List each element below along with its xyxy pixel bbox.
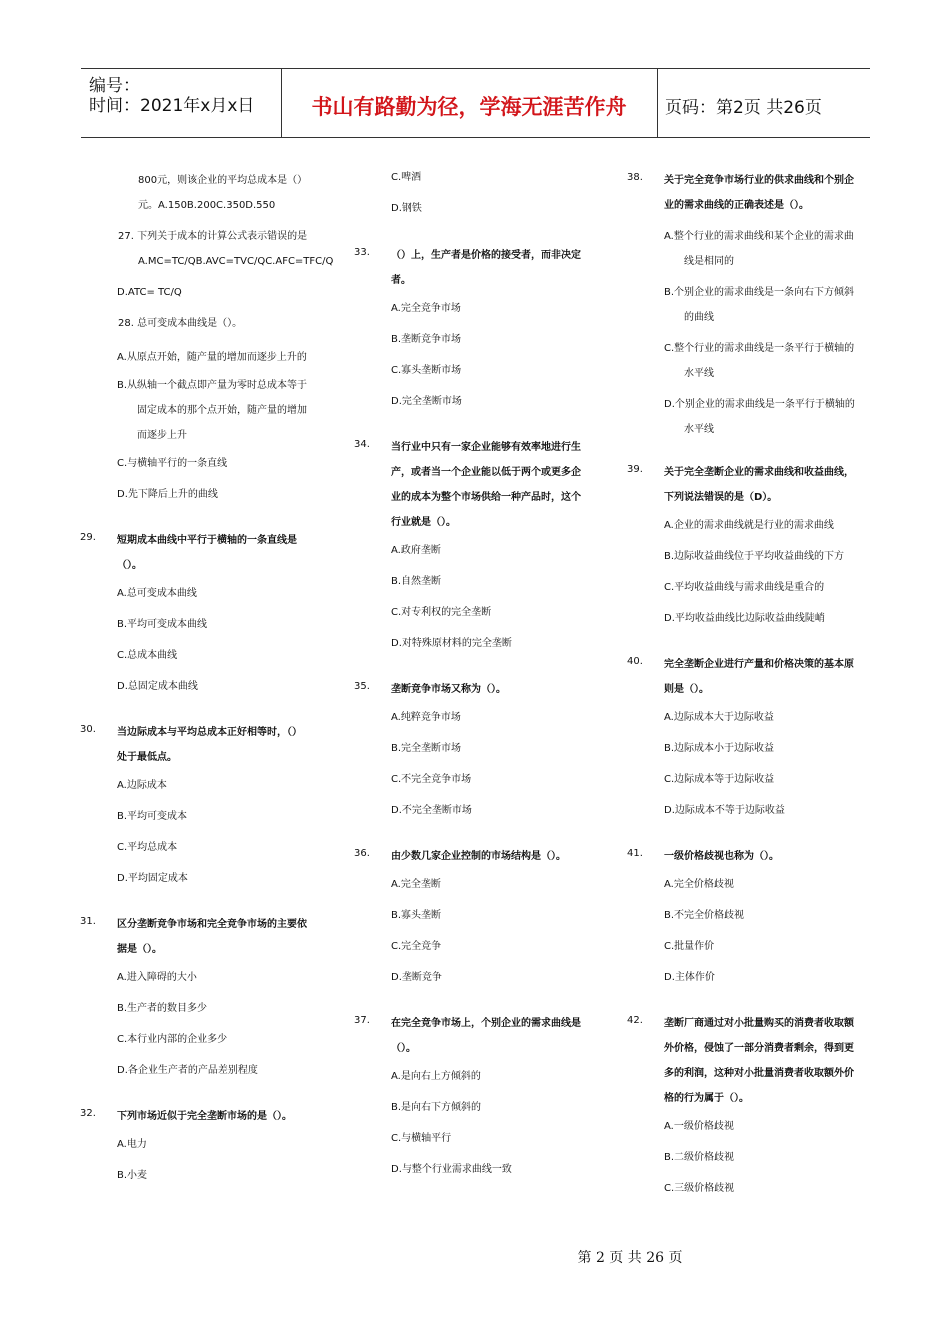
q34-stem-4: 行业就是（）。 [391,517,456,528]
q39-option-b: B.边际收益曲线位于平均收益曲线的下方 [664,551,845,562]
question-28 [80,311,342,336]
q33-option-d: D.完全垄断市场 [391,396,462,407]
q38-option-a-1: A.整个行业的需求曲线和某个企业的需求曲 [664,231,854,242]
q30-number: 30. [80,724,96,735]
q31-option-b: B.生产者的数目多少 [117,1003,208,1014]
q37-number: 37. [354,1015,370,1026]
q41-option-b: B.不完全价格歧视 [664,910,745,921]
q33-option-b: B.垄断竞争市场 [391,334,462,345]
question-38 [627,168,872,442]
q40-stem-2: 则是（）。 [664,684,709,695]
column-2 [354,168,614,1185]
q38-option-d-2: 水平线 [684,424,714,435]
q35-option-d: D.不完全垄断市场 [391,805,472,816]
q35-option-c: C.不完全竞争市场 [391,774,472,785]
question-29 [80,528,342,702]
q28-option-c: C.与横轴平行的一条直线 [117,458,228,469]
q36-option-b: B.寡头垄断 [391,910,442,921]
q37-option-c: C.与横轴平行 [391,1133,452,1144]
q30-stem-2: 处于最低点。 [117,752,177,763]
q40-option-a: A.边际成本大于边际收益 [664,712,774,723]
q26-line-2: 元。A.150B.200C.350D.550 [138,200,276,211]
header-page-cell [657,69,870,137]
q42-option-b: B.二级价格歧视 [664,1152,735,1163]
q38-option-c-2: 水平线 [684,368,714,379]
q28-stem: 28. 总可变成本曲线是（）。 [118,318,243,329]
q34-stem-2: 产，或者当一个企业能以低于两个或更多企 [391,467,581,478]
q36-stem-1: 由少数几家企业控制的市场结构是（）。 [391,851,566,862]
q38-number: 38. [627,172,643,183]
q27-option-d: D.ATC= TC/Q [117,287,182,298]
question-35 [354,677,614,826]
q39-stem-2: 下列说法错误的是（D）。 [664,492,778,503]
question-41 [627,844,872,993]
question-39 [627,460,872,634]
q29-stem-1: 短期成本曲线中平行于横轴的一条直线是 [117,535,297,546]
q33-stem-2: 者。 [391,275,411,286]
q38-option-b-2: 的曲线 [684,312,714,323]
question-26-continued [80,168,342,218]
q41-option-c: C.批量作价 [664,941,715,952]
q42-stem-2: 外价格，侵蚀了一部分消费者剩余，得到更 [664,1043,854,1054]
q28-option-b-line2: 固定成本的那个点开始，随产量的增加 [137,405,307,416]
q37-stem-1: 在完全竞争市场上，个别企业的需求曲线是 [391,1018,581,1029]
q42-option-a: A.一级价格歧视 [664,1121,734,1132]
q37-option-b: B.是向右下方倾斜的 [391,1102,482,1113]
question-32 [80,1104,342,1191]
motto-text: 书山有路勤为径，学海无涯苦作舟 [311,95,627,119]
header-meta-cell [81,69,282,137]
question-37 [354,1011,614,1185]
q35-stem-1: 垄断竞争市场又称为（）。 [391,684,506,695]
q29-number: 29. [80,532,96,543]
q36-option-c: C.完全竞争 [391,941,442,952]
q28-option-b-line1: B.从纵轴一个截点即产量为零时总成本等于 [117,380,308,391]
q42-stem-4: 格的行为属于（）。 [664,1093,749,1104]
q41-option-a: A.完全价格歧视 [664,879,734,890]
q42-number: 42. [627,1015,643,1026]
q30-option-a: A.边际成本 [117,780,167,791]
q33-option-c: C.寡头垄断市场 [391,365,462,376]
q35-number: 35. [354,681,370,692]
q31-number: 31. [80,916,96,927]
q34-option-d: D.对特殊原材料的完全垄断 [391,638,512,649]
q29-option-b: B.平均可变成本曲线 [117,619,208,630]
q33-number: 33. [354,247,370,258]
question-40 [627,652,872,826]
q38-stem-1: 关于完全竞争市场行业的供求曲线和个别企 [664,175,854,186]
q39-option-d: D.平均收益曲线比边际收益曲线陡峭 [664,613,825,624]
question-31 [80,912,342,1086]
q27-option-d-block [80,280,342,305]
q35-option-a: A.纯粹竞争市场 [391,712,461,723]
q29-option-c: C.总成本曲线 [117,650,178,661]
q29-stem-2: （）。 [117,560,142,571]
q36-option-d: D.垄断竞争 [391,972,442,983]
question-30 [80,720,342,894]
time-label: 时间：2021年x月x日 [89,96,255,116]
q36-option-a: A.完全垄断 [391,879,441,890]
q38-option-b-1: B.个别企业的需求曲线是一条向右下方倾斜 [664,287,855,298]
q38-option-d-1: D.个别企业的需求曲线是一条平行于横轴的 [664,399,855,410]
q31-stem-2: 据是（）。 [117,944,162,955]
q29-option-a: A.总可变成本曲线 [117,588,197,599]
q28-option-d: D.先下降后上升的曲线 [117,489,218,500]
q41-stem-1: 一级价格歧视也称为（）。 [664,851,779,862]
q42-stem-3: 多的利润，这种对小批量消费者收取额外价 [664,1068,854,1079]
q39-stem-1: 关于完全垄断企业的需求曲线和收益曲线， [664,467,854,478]
q31-stem-1: 区分垄断竞争市场和完全竞争市场的主要依 [117,919,307,930]
q37-option-d: D.与整个行业需求曲线一致 [391,1164,512,1175]
q29-option-d: D.总固定成本曲线 [117,681,198,692]
q32-option-d: D.钢铁 [391,203,422,214]
q34-option-b: B.自然垄断 [391,576,442,587]
q28-option-a: A.从原点开始，随产量的增加而逐步上升的 [117,352,307,363]
q38-option-c-1: C.整个行业的需求曲线是一条平行于横轴的 [664,343,855,354]
q38-option-a-2: 线是相同的 [684,256,734,267]
q32-option-c: C.啤酒 [391,172,422,183]
question-32-continued [354,168,614,219]
q39-option-c: C.平均收益曲线与需求曲线是重合的 [664,582,825,593]
q28-option-b-line3: 而逐步上升 [137,430,187,441]
q41-option-d: D.主体作价 [664,972,715,983]
serial-label: 编号： [89,76,140,96]
question-33 [354,243,614,417]
q36-number: 36. [354,848,370,859]
q37-option-a: A.是向右上方倾斜的 [391,1071,481,1082]
q32-stem-1: 下列市场近似于完全垄断市场的是（）。 [117,1111,292,1122]
q40-number: 40. [627,656,643,667]
q28-options [80,342,342,510]
q34-option-a: A.政府垄断 [391,545,441,556]
header-motto-cell [281,69,658,137]
q30-stem-1: 当边际成本与平均总成本正好相等时，（） [117,727,302,738]
q40-stem-1: 完全垄断企业进行产量和价格决策的基本原 [664,659,854,670]
q31-option-c: C.本行业内部的企业多少 [117,1034,228,1045]
q31-option-a: A.进入障碍的大小 [117,972,197,983]
q33-stem-1: （）上，生产者是价格的接受者，而非决定 [391,250,581,261]
page-info: 页码：第2页 共26页 [665,98,822,118]
q37-stem-2: （）。 [391,1043,416,1054]
column-1 [80,168,342,1191]
q41-number: 41. [627,848,643,859]
q32-option-b: B.小麦 [117,1170,148,1181]
q34-stem-1: 当行业中只有一家企业能够有效率地进行生 [391,442,581,453]
q34-number: 34. [354,439,370,450]
q30-option-c: C.平均总成本 [117,842,178,853]
q31-option-d: D.各企业生产者的产品差别程度 [117,1065,258,1076]
page-footer: 第 2 页 共 26 页 [577,1250,683,1266]
q30-option-b: B.平均可变成本 [117,811,188,822]
question-34 [354,435,614,659]
q35-option-b: B.完全垄断市场 [391,743,462,754]
question-42 [627,1011,872,1204]
q32-number: 32. [80,1108,96,1119]
q38-stem-2: 业的需求曲线的正确表述是（）。 [664,200,809,211]
q42-option-c: C.三级价格歧视 [664,1183,735,1194]
q40-option-c: C.边际成本等于边际收益 [664,774,775,785]
q39-option-a: A.企业的需求曲线就是行业的需求曲线 [664,520,834,531]
page-header [81,68,870,138]
question-27 [80,224,342,274]
q27-stem: 27. 下列关于成本的计算公式表示错误的是 [118,231,308,242]
q30-option-d: D.平均固定成本 [117,873,188,884]
q33-option-a: A.完全竞争市场 [391,303,461,314]
q40-option-d: D.边际成本不等于边际收益 [664,805,785,816]
column-3 [627,168,872,1204]
question-36 [354,844,614,993]
q27-option-abc: A.MC=TC/QB.AVC=TVC/QC.AFC=TFC/Q [138,256,334,267]
q26-line-1: 800元，则该企业的平均总成本是（） [138,175,308,186]
q39-number: 39. [627,464,643,475]
q42-stem-1: 垄断厂商通过对小批量购买的消费者收取额 [664,1018,854,1029]
q34-stem-3: 业的成本为整个市场供给一种产品时，这个 [391,492,581,503]
q34-option-c: C.对专利权的完全垄断 [391,607,492,618]
q40-option-b: B.边际成本小于边际收益 [664,743,775,754]
q32-option-a: A.电力 [117,1139,147,1150]
